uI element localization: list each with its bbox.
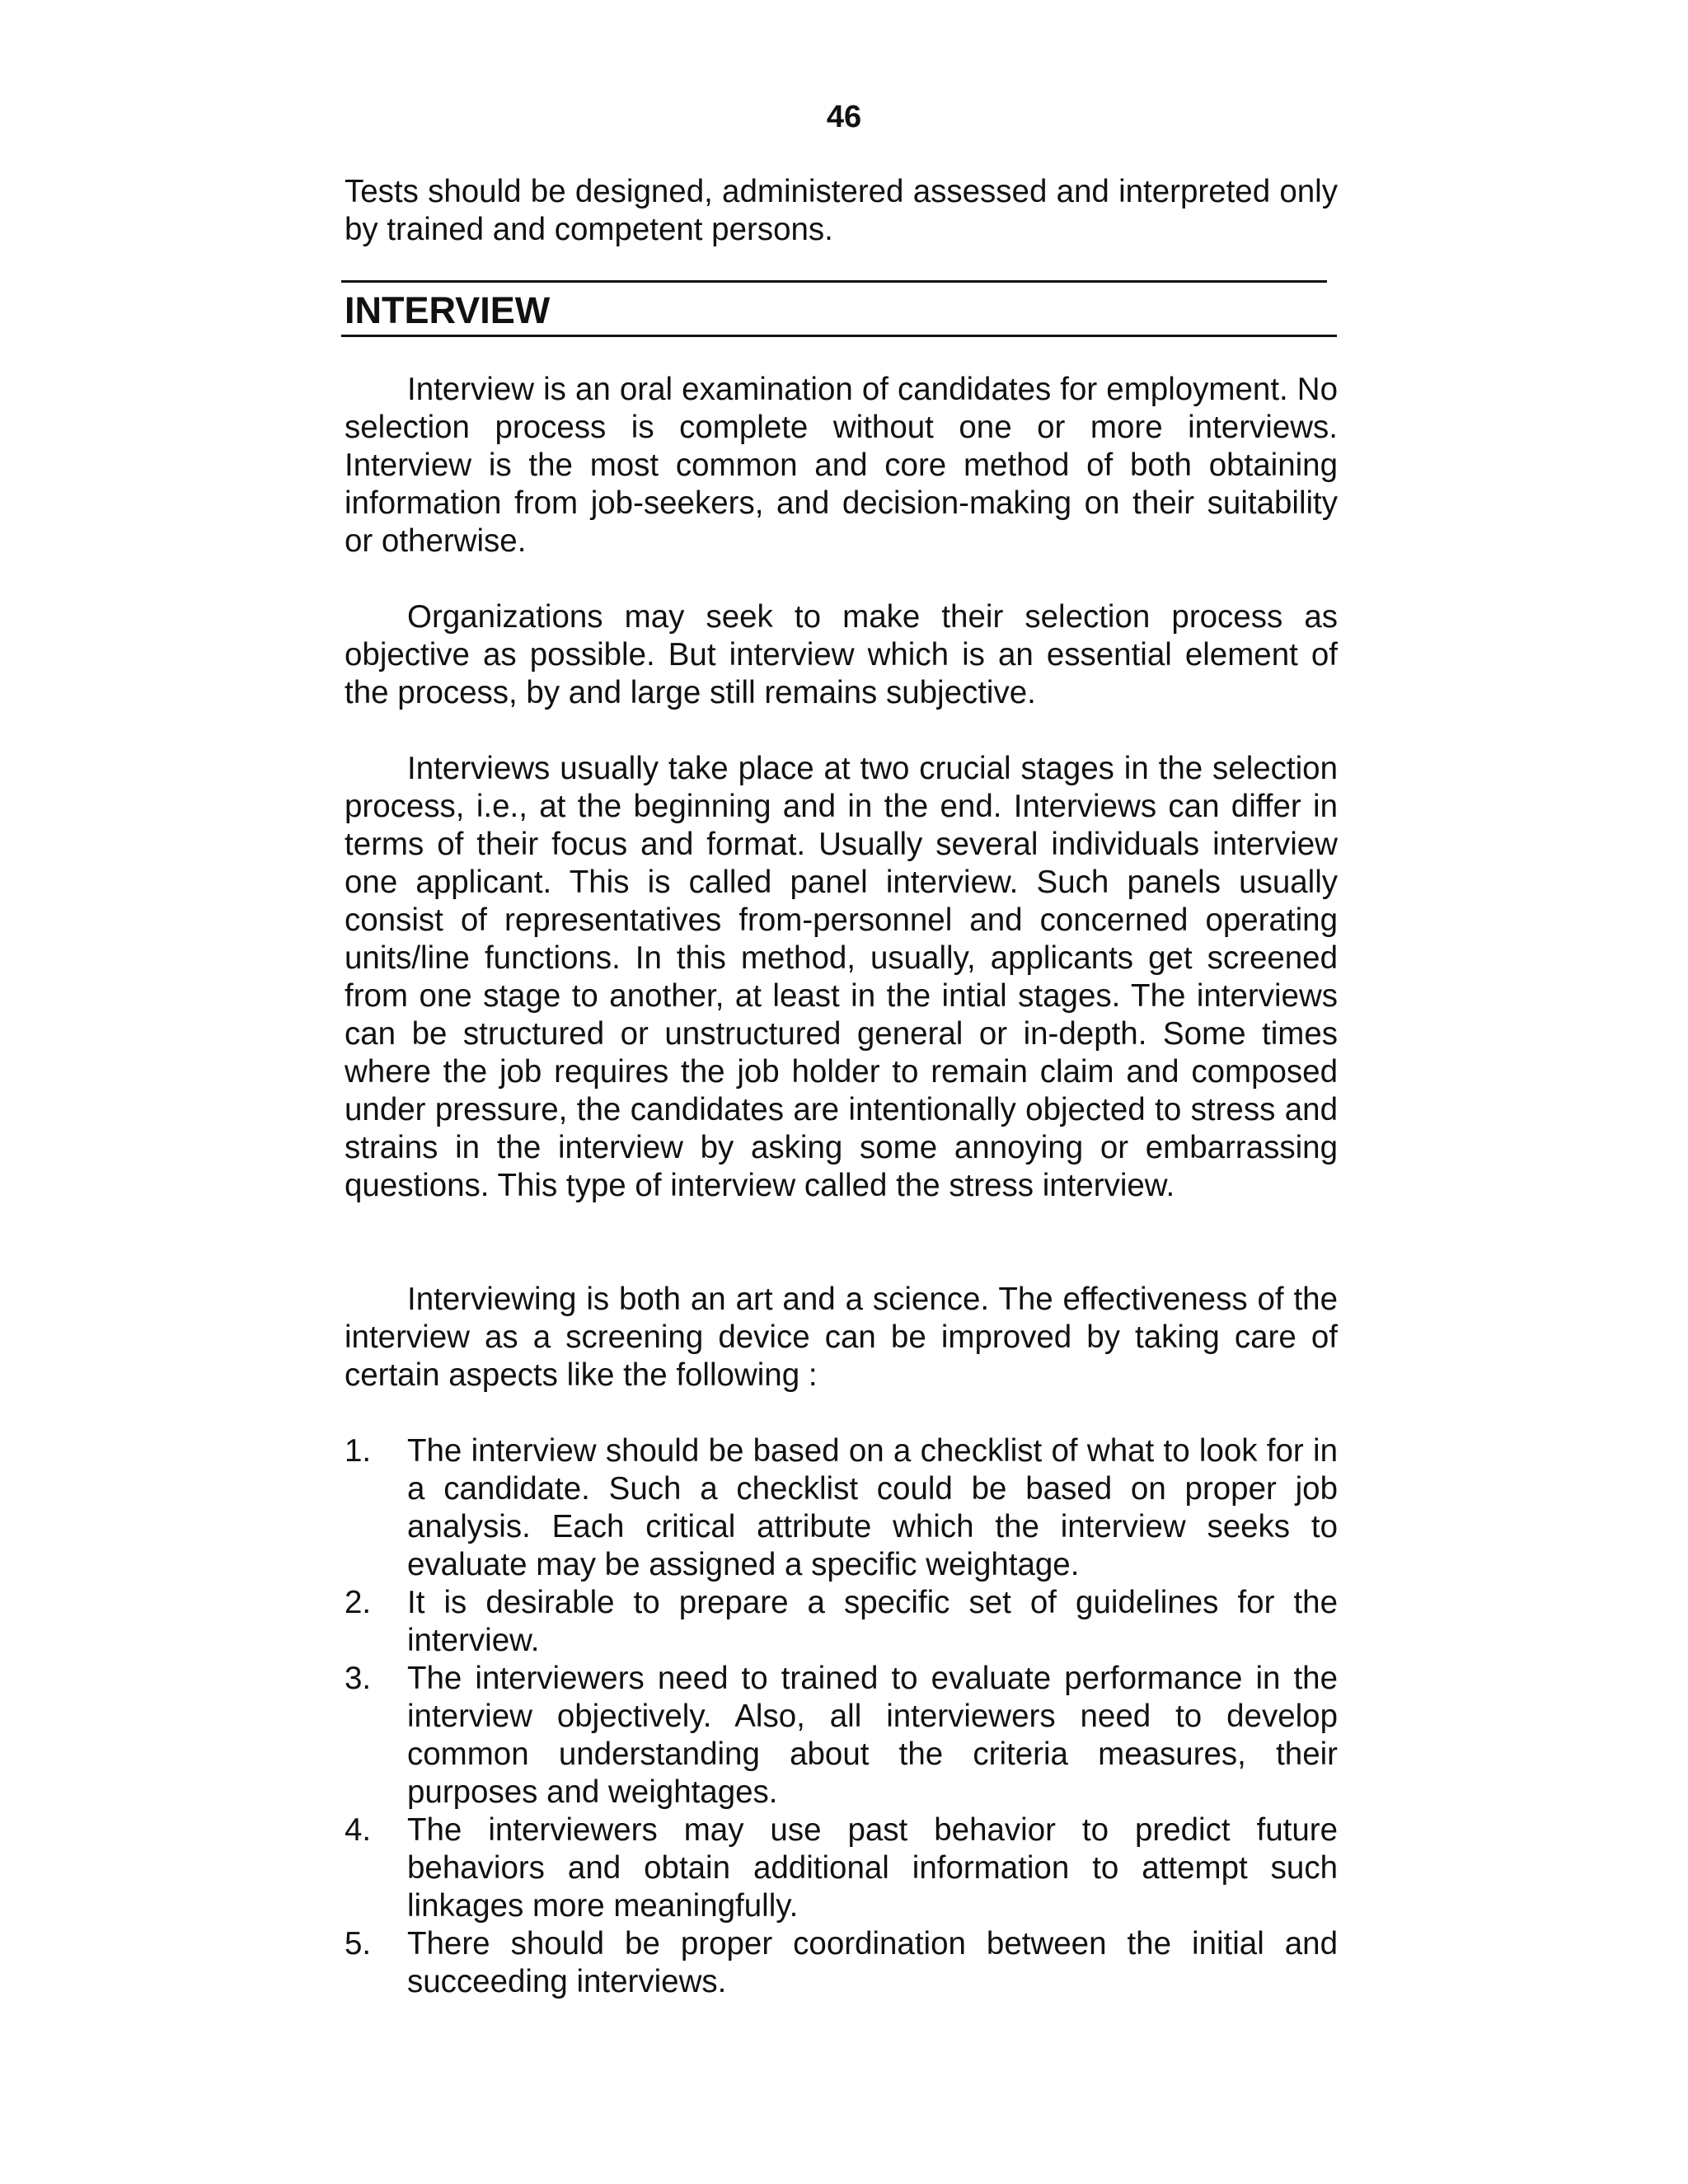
guidelines-list bbox=[345, 1432, 1338, 2001]
paragraph: Organizations may seek to make their selection process as objective as possible. But interview which is an essential element of the process, by and large still remains subjective. bbox=[345, 599, 1338, 710]
list-item-number: 4. bbox=[345, 1812, 372, 1848]
list-item bbox=[345, 1432, 1338, 1584]
paragraph: Interviewing is both an art and a science. The effectiveness of the interview as a screening device can be improved by taking care of certain aspects like the following : bbox=[345, 1282, 1338, 1393]
list-item bbox=[345, 1811, 1338, 1925]
section-heading: INTERVIEW bbox=[345, 289, 551, 331]
intro-block bbox=[345, 173, 1338, 249]
paragraph: Interviews usually take place at two crucial stages in the selection process, i.e., at the beginning and in the end. Interviews can differ in terms of their focus and format. Usually several individuals interview one applicant. This is called panel interview. Such panels usually consist of representatives from-personnel and concerned operating units/line functions. In this method, usually, applicants get screened from one stage to another, at least in the intial stages. The interviews can be structured or unstructured general or in-depth. Some times where the job requires the job holder to remain claim and composed under pressure, the candidates are intentionally objected to stress and strains in the interview by asking some annoying or embarrassing questions. This type of interview called the stress interview. bbox=[345, 751, 1338, 1203]
paragraph-2-block bbox=[345, 598, 1338, 712]
list-item-text: The interviewers may use past behavior to predict future behaviors and obtain additional information to attempt such linkages more meaningfully. bbox=[407, 1812, 1338, 1924]
intro-paragraph: Tests should be designed, administered assessed and interpreted only by trained and competent persons. bbox=[345, 174, 1338, 247]
paragraph-3-block bbox=[345, 750, 1338, 1205]
list-item-text: The interview should be based on a checklist of what to look for in a candidate. Such a checklist could be based on proper job analysis. Each critical attribute which the interview seeks to evaluate may be assigned a specific weightage. bbox=[407, 1433, 1338, 1582]
list-item-number: 2. bbox=[345, 1585, 372, 1620]
list-item-text: The interviewers need to trained to evaluate performance in the interview objectively. Also, all interviewers need to develop common understanding about the criteria measures, their purposes and weightages. bbox=[407, 1661, 1338, 1810]
list-item-text: There should be proper coordination between the initial and succeeding interviews. bbox=[407, 1926, 1338, 1999]
list-item-number: 3. bbox=[345, 1661, 372, 1696]
list-item bbox=[345, 1925, 1338, 2001]
page-number: 46 bbox=[826, 100, 862, 134]
heading-top-rule bbox=[341, 280, 1327, 283]
paragraph-1-block bbox=[345, 371, 1338, 560]
heading-bottom-rule bbox=[341, 335, 1337, 337]
guidelines-list-block bbox=[345, 1432, 1338, 2001]
list-item bbox=[345, 1660, 1338, 1811]
paragraph-4-block bbox=[345, 1281, 1338, 1394]
paragraph: Interview is an oral examination of candidates for employment. No selection process is complete without one or more interviews. Interview is the most common and core method of both obtaining information from job-seekers, and decision-making on their suitability or otherwise. bbox=[345, 372, 1338, 559]
list-item bbox=[345, 1584, 1338, 1660]
list-item-number: 1. bbox=[345, 1433, 372, 1469]
list-item-number: 5. bbox=[345, 1926, 372, 1961]
list-item-text: It is desirable to prepare a specific set of guidelines for the interview. bbox=[407, 1585, 1338, 1658]
